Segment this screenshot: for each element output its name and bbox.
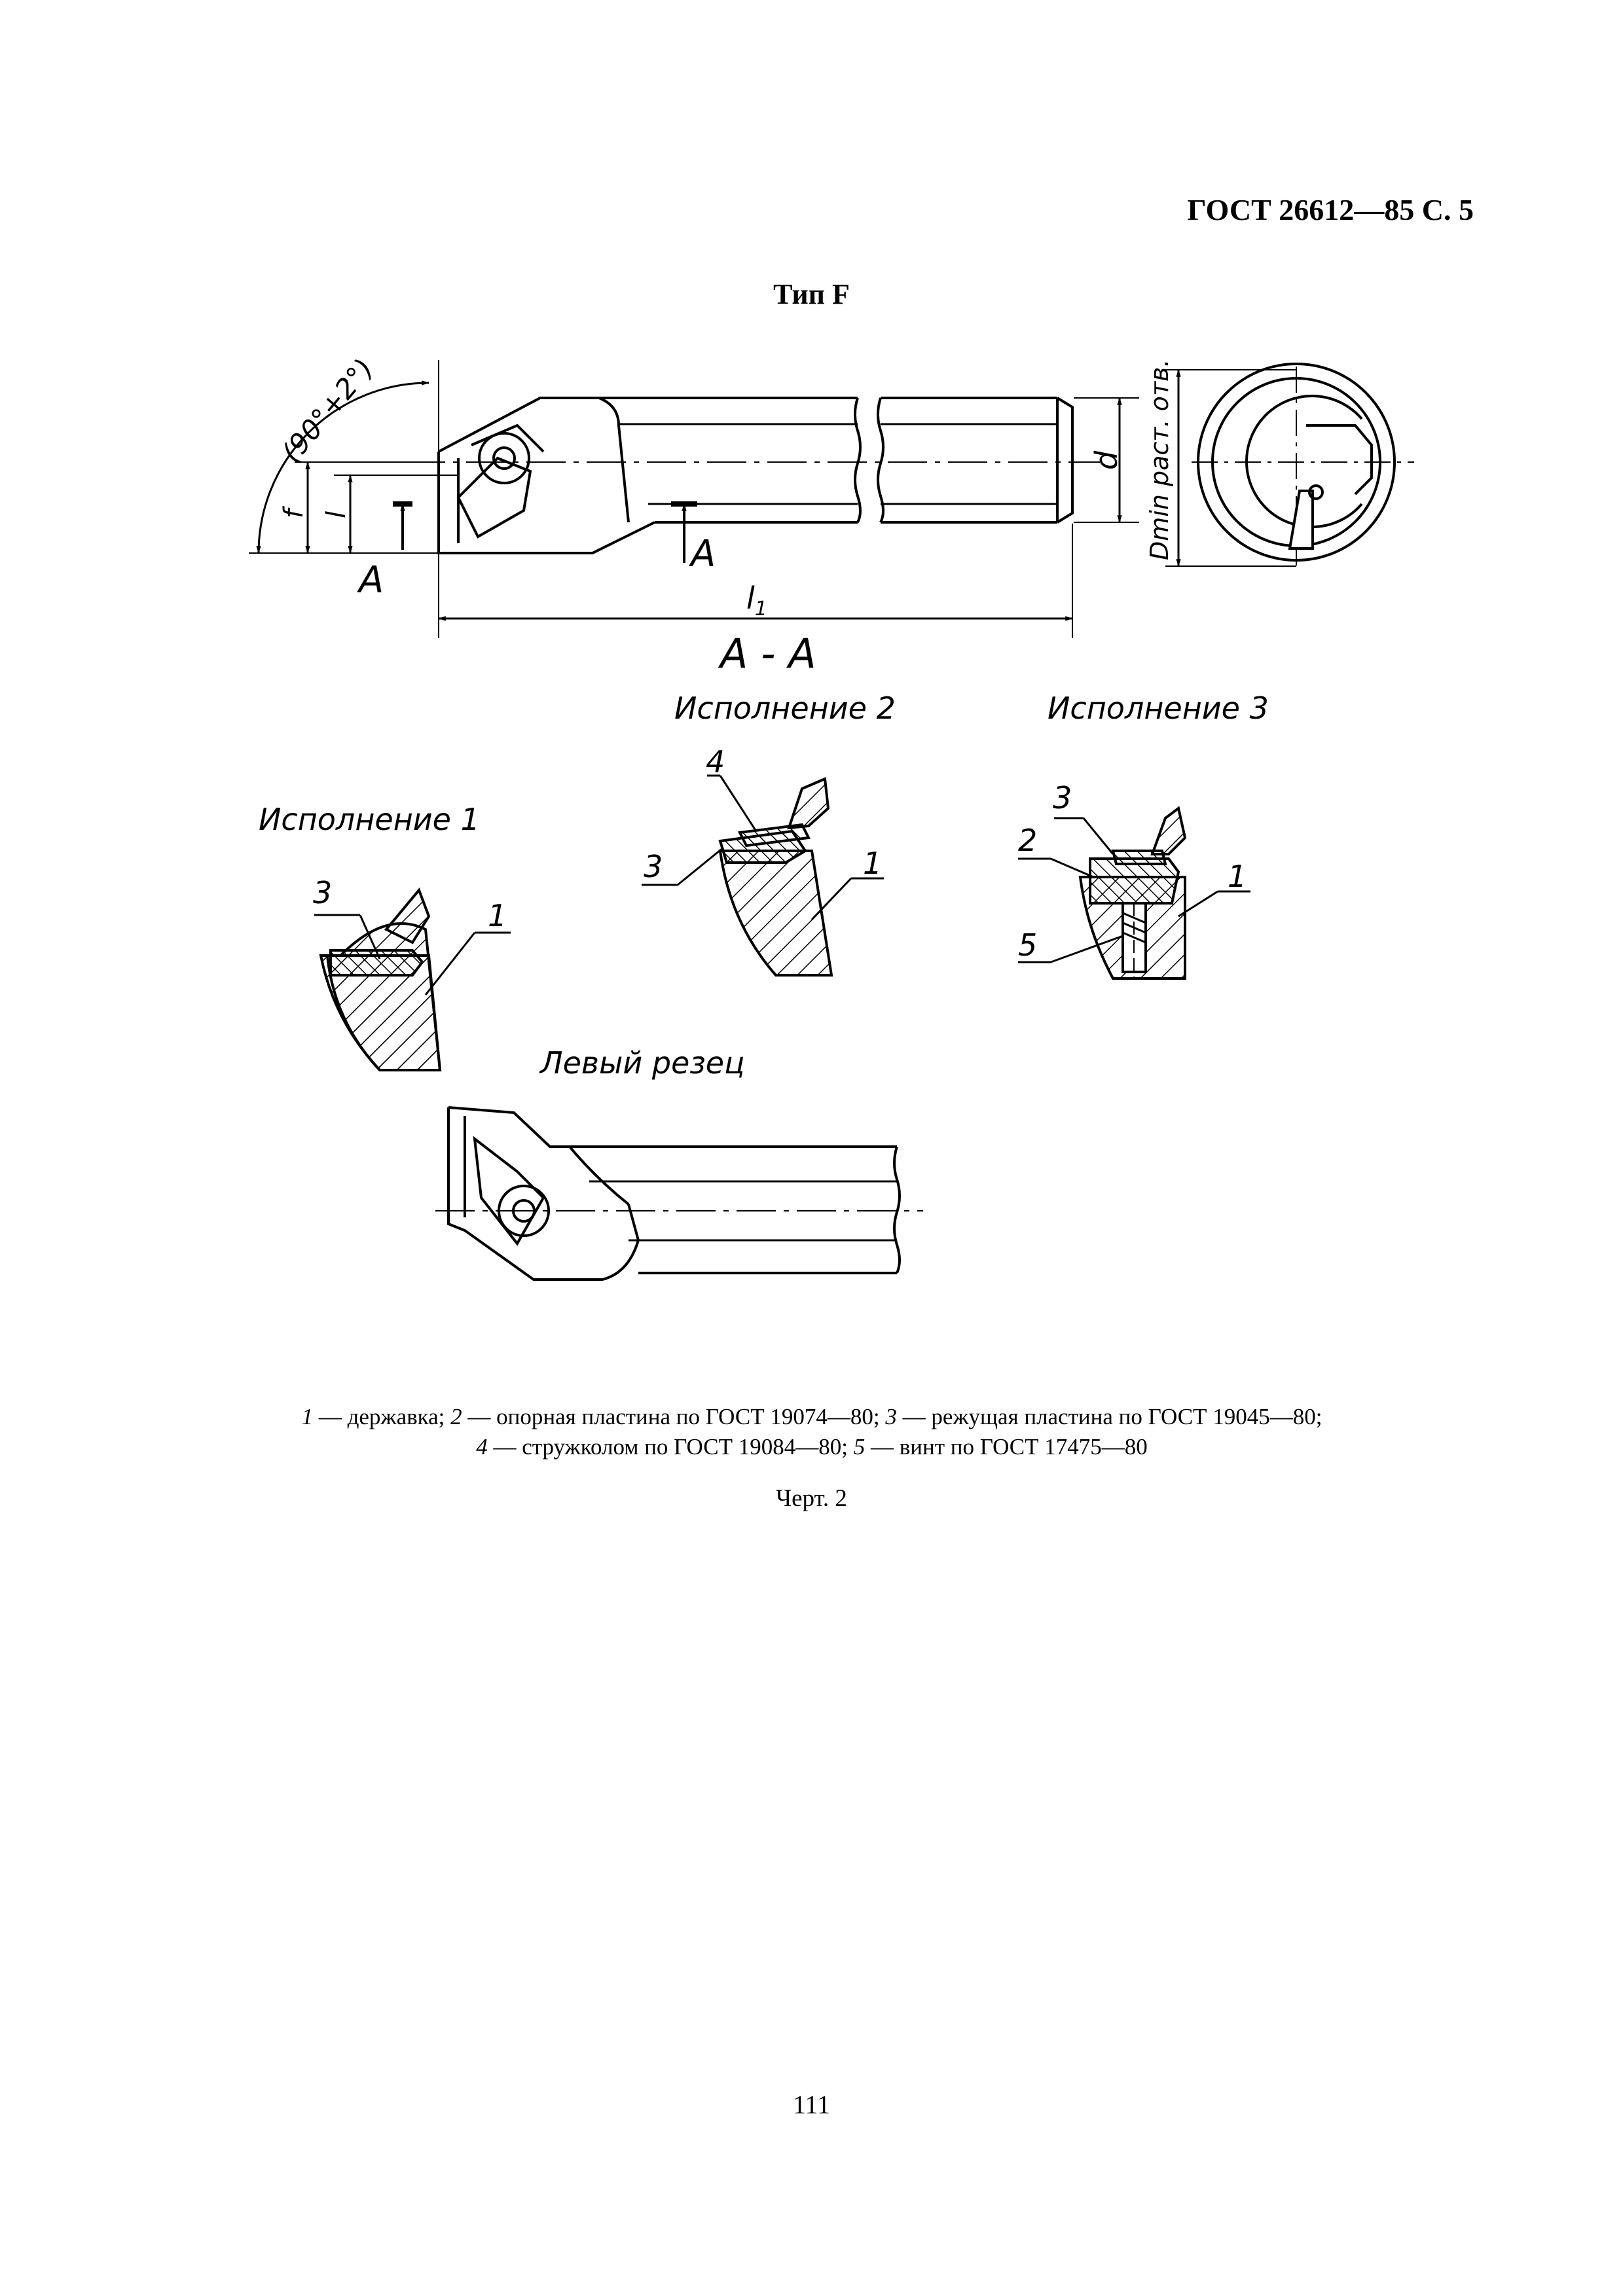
caption-num-3: 3 — [885, 1404, 897, 1429]
v3-part-1: 1 — [1228, 859, 1247, 894]
v1-part-3: 3 — [313, 875, 333, 910]
l-label: l — [321, 511, 352, 518]
v2-part-1: 1 — [863, 846, 883, 881]
v2-part-4: 4 — [706, 744, 725, 780]
variant-3-section — [1018, 808, 1250, 978]
v3-part-2: 2 — [1018, 823, 1038, 858]
caption-item-3: — режущая пластина по ГОСТ 19045—80; — [896, 1404, 1322, 1429]
document-header: ГОСТ 26612—85 С. 5 — [1187, 193, 1474, 226]
v3-part-5: 5 — [1018, 927, 1038, 963]
caption-num-4: 4 — [476, 1434, 488, 1460]
caption-item-4: — стружколом по ГОСТ 19084—80; — [487, 1434, 854, 1460]
type-title: Тип F — [773, 278, 850, 310]
main-view — [249, 360, 1296, 638]
variant-2-label: Исполнение 2 — [674, 691, 896, 726]
variant-2-section — [642, 776, 884, 975]
angle-label: (90°+2°) — [275, 352, 380, 469]
section-mark-left: A — [359, 559, 384, 601]
l1-label: $l_1$ — [746, 581, 767, 620]
left-cutter-label: Левый резец — [540, 1045, 745, 1081]
v2-part-3: 3 — [644, 849, 663, 884]
page-number: 111 — [792, 2090, 831, 2119]
variant-1-label: Исполнение 1 — [259, 802, 480, 837]
dmin-label: Dmin раст. отв. — [1145, 359, 1174, 560]
figure-label: Черт. 2 — [776, 1485, 847, 1512]
v3-part-3: 3 — [1053, 780, 1072, 816]
left-cutter-view — [435, 1107, 923, 1280]
caption-item-2: — опорная пластина по ГОСТ 19074—80; — [462, 1404, 886, 1429]
variant-1-section — [314, 890, 511, 1070]
end-view — [1192, 364, 1414, 569]
section-mark-right: A — [691, 533, 716, 575]
figure-caption — [249, 1402, 1375, 1462]
caption-item-1: — державка; — [313, 1404, 451, 1429]
caption-num-5: 5 — [853, 1434, 866, 1460]
v1-part-1: 1 — [488, 898, 507, 933]
caption-num-2: 2 — [450, 1404, 462, 1429]
caption-item-5: — винт по ГОСТ 17475—80 — [865, 1434, 1148, 1460]
f-label: f — [279, 509, 309, 518]
variant-3-label: Исполнение 3 — [1048, 691, 1269, 726]
d-label: d — [1089, 450, 1124, 470]
section-title: A - A — [720, 630, 816, 677]
caption-num-1: 1 — [301, 1404, 314, 1429]
